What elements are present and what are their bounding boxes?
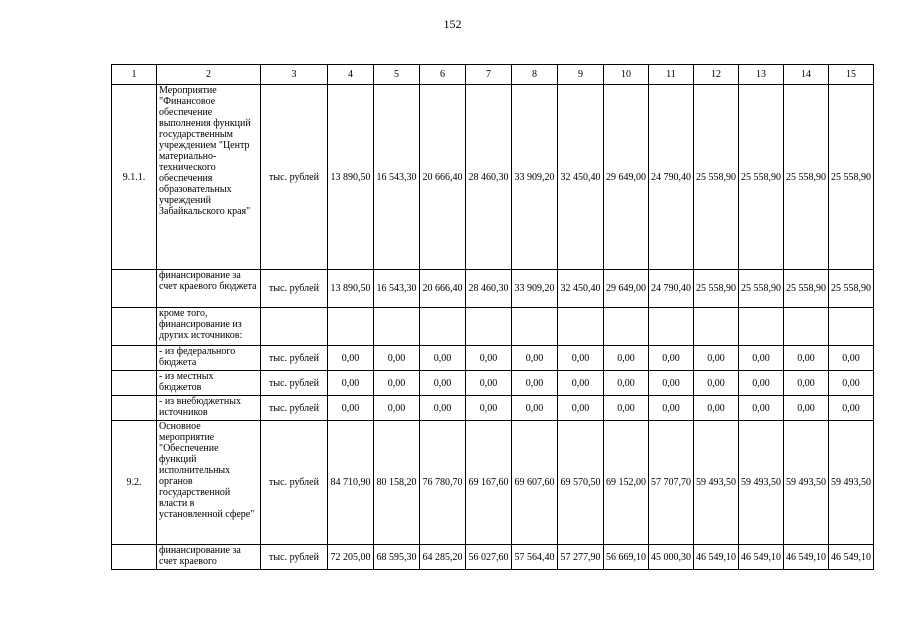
value-cell: 0,00 [784, 346, 829, 371]
column-header: 13 [739, 65, 784, 85]
column-header: 2 [157, 65, 261, 85]
value-cell: 0,00 [829, 346, 874, 371]
row-description: - из федерального бюджета [157, 346, 261, 371]
value-cell: 56 027,60 [466, 545, 512, 570]
value-cell: 72 205,00 [328, 545, 374, 570]
row-unit: тыс. рублей [261, 421, 328, 545]
value-cell: 0,00 [420, 371, 466, 396]
value-cell: 46 549,10 [739, 545, 784, 570]
row-code: 9.2. [112, 421, 157, 545]
value-cell: 16 543,30 [374, 270, 420, 308]
value-cell: 69 152,00 [604, 421, 649, 545]
row-description: Основное мероприятие "Обеспечение функций исполнительных органов государственной власти в установленной сфере" [157, 421, 261, 545]
column-header: 1 [112, 65, 157, 85]
value-cell: 57 564,40 [512, 545, 558, 570]
column-header: 7 [466, 65, 512, 85]
column-header: 11 [649, 65, 694, 85]
column-header: 10 [604, 65, 649, 85]
value-cell: 76 780,70 [420, 421, 466, 545]
header-row [112, 65, 874, 85]
value-cell [420, 308, 466, 346]
value-cell: 59 493,50 [739, 421, 784, 545]
row-unit: тыс. рублей [261, 85, 328, 270]
value-cell: 28 460,30 [466, 270, 512, 308]
value-cell: 24 790,40 [649, 85, 694, 270]
value-cell [604, 308, 649, 346]
column-header: 8 [512, 65, 558, 85]
row-unit: тыс. рублей [261, 396, 328, 421]
row-code [112, 270, 157, 308]
value-cell: 0,00 [558, 396, 604, 421]
table-row [112, 346, 874, 371]
value-cell: 45 000,30 [649, 545, 694, 570]
value-cell [784, 308, 829, 346]
value-cell: 0,00 [694, 396, 739, 421]
table-row [112, 85, 874, 270]
value-cell [649, 308, 694, 346]
row-description: - из местных бюджетов [157, 371, 261, 396]
row-description: кроме того, финансирование из других источников: [157, 308, 261, 346]
value-cell: 25 558,90 [694, 85, 739, 270]
value-cell [558, 308, 604, 346]
value-cell: 25 558,90 [694, 270, 739, 308]
value-cell: 32 450,40 [558, 85, 604, 270]
value-cell: 64 285,20 [420, 545, 466, 570]
row-code [112, 308, 157, 346]
value-cell: 0,00 [512, 396, 558, 421]
value-cell: 25 558,90 [784, 270, 829, 308]
value-cell: 0,00 [649, 396, 694, 421]
value-cell [739, 308, 784, 346]
value-cell: 0,00 [512, 346, 558, 371]
value-cell: 13 890,50 [328, 85, 374, 270]
value-cell: 0,00 [420, 346, 466, 371]
value-cell: 46 549,10 [694, 545, 739, 570]
value-cell: 16 543,30 [374, 85, 420, 270]
value-cell: 28 460,30 [466, 85, 512, 270]
table-row [112, 270, 874, 308]
table-row [112, 545, 874, 570]
value-cell: 0,00 [694, 371, 739, 396]
value-cell: 59 493,50 [694, 421, 739, 545]
value-cell: 13 890,50 [328, 270, 374, 308]
value-cell: 59 493,50 [784, 421, 829, 545]
value-cell: 0,00 [466, 346, 512, 371]
value-cell: 69 607,60 [512, 421, 558, 545]
value-cell: 57 277,90 [558, 545, 604, 570]
value-cell: 0,00 [328, 346, 374, 371]
row-unit [261, 308, 328, 346]
value-cell: 80 158,20 [374, 421, 420, 545]
row-code: 9.1.1. [112, 85, 157, 270]
row-unit: тыс. рублей [261, 545, 328, 570]
table-row [112, 396, 874, 421]
value-cell: 33 909,20 [512, 85, 558, 270]
value-cell: 32 450,40 [558, 270, 604, 308]
column-header: 14 [784, 65, 829, 85]
column-header: 15 [829, 65, 874, 85]
value-cell [466, 308, 512, 346]
row-unit: тыс. рублей [261, 270, 328, 308]
row-code [112, 545, 157, 570]
value-cell: 25 558,90 [739, 85, 784, 270]
column-header: 3 [261, 65, 328, 85]
value-cell [512, 308, 558, 346]
column-header: 12 [694, 65, 739, 85]
value-cell: 57 707,70 [649, 421, 694, 545]
value-cell: 84 710,90 [328, 421, 374, 545]
value-cell [694, 308, 739, 346]
financing-table [111, 64, 874, 570]
value-cell: 0,00 [694, 346, 739, 371]
row-code [112, 371, 157, 396]
value-cell: 0,00 [604, 346, 649, 371]
value-cell: 25 558,90 [739, 270, 784, 308]
value-cell [328, 308, 374, 346]
value-cell: 0,00 [466, 371, 512, 396]
column-header: 5 [374, 65, 420, 85]
value-cell: 0,00 [829, 396, 874, 421]
value-cell: 0,00 [328, 396, 374, 421]
value-cell: 59 493,50 [829, 421, 874, 545]
value-cell: 29 649,00 [604, 85, 649, 270]
value-cell: 0,00 [784, 371, 829, 396]
value-cell: 69 570,50 [558, 421, 604, 545]
value-cell: 69 167,60 [466, 421, 512, 545]
value-cell: 0,00 [558, 346, 604, 371]
row-unit: тыс. рублей [261, 346, 328, 371]
value-cell: 24 790,40 [649, 270, 694, 308]
value-cell: 0,00 [374, 396, 420, 421]
value-cell: 68 595,30 [374, 545, 420, 570]
column-header: 9 [558, 65, 604, 85]
value-cell: 46 549,10 [829, 545, 874, 570]
row-code [112, 396, 157, 421]
value-cell: 0,00 [466, 396, 512, 421]
table-row [112, 421, 874, 545]
value-cell [829, 308, 874, 346]
value-cell: 0,00 [512, 371, 558, 396]
value-cell: 29 649,00 [604, 270, 649, 308]
table-body [112, 65, 874, 570]
value-cell: 0,00 [739, 346, 784, 371]
value-cell: 0,00 [558, 371, 604, 396]
value-cell: 0,00 [649, 371, 694, 396]
value-cell: 25 558,90 [784, 85, 829, 270]
value-cell: 33 909,20 [512, 270, 558, 308]
row-description: финансирование за счет краевого [157, 545, 261, 570]
value-cell: 0,00 [328, 371, 374, 396]
value-cell: 20 666,40 [420, 270, 466, 308]
value-cell [374, 308, 420, 346]
value-cell: 0,00 [374, 371, 420, 396]
value-cell: 0,00 [374, 346, 420, 371]
value-cell: 0,00 [784, 396, 829, 421]
value-cell: 20 666,40 [420, 85, 466, 270]
value-cell: 0,00 [604, 371, 649, 396]
value-cell: 56 669,10 [604, 545, 649, 570]
value-cell: 46 549,10 [784, 545, 829, 570]
table-row [112, 308, 874, 346]
value-cell: 0,00 [604, 396, 649, 421]
value-cell: 0,00 [420, 396, 466, 421]
row-description: финансирование за счет краевого бюджета [157, 270, 261, 308]
page-number: 152 [443, 17, 462, 31]
row-description: - из внебюджетных источников [157, 396, 261, 421]
value-cell: 0,00 [739, 396, 784, 421]
column-header: 6 [420, 65, 466, 85]
value-cell: 0,00 [829, 371, 874, 396]
value-cell: 0,00 [649, 346, 694, 371]
value-cell: 25 558,90 [829, 270, 874, 308]
row-description: Мероприятие "Финансовое обеспечение выполнения функций государственным учреждением "Центр материально-технического обеспечения образовательных учреждений Забайкальского края" [157, 85, 261, 270]
column-header: 4 [328, 65, 374, 85]
value-cell: 25 558,90 [829, 85, 874, 270]
row-code [112, 346, 157, 371]
row-unit: тыс. рублей [261, 371, 328, 396]
value-cell: 0,00 [739, 371, 784, 396]
table-row [112, 371, 874, 396]
